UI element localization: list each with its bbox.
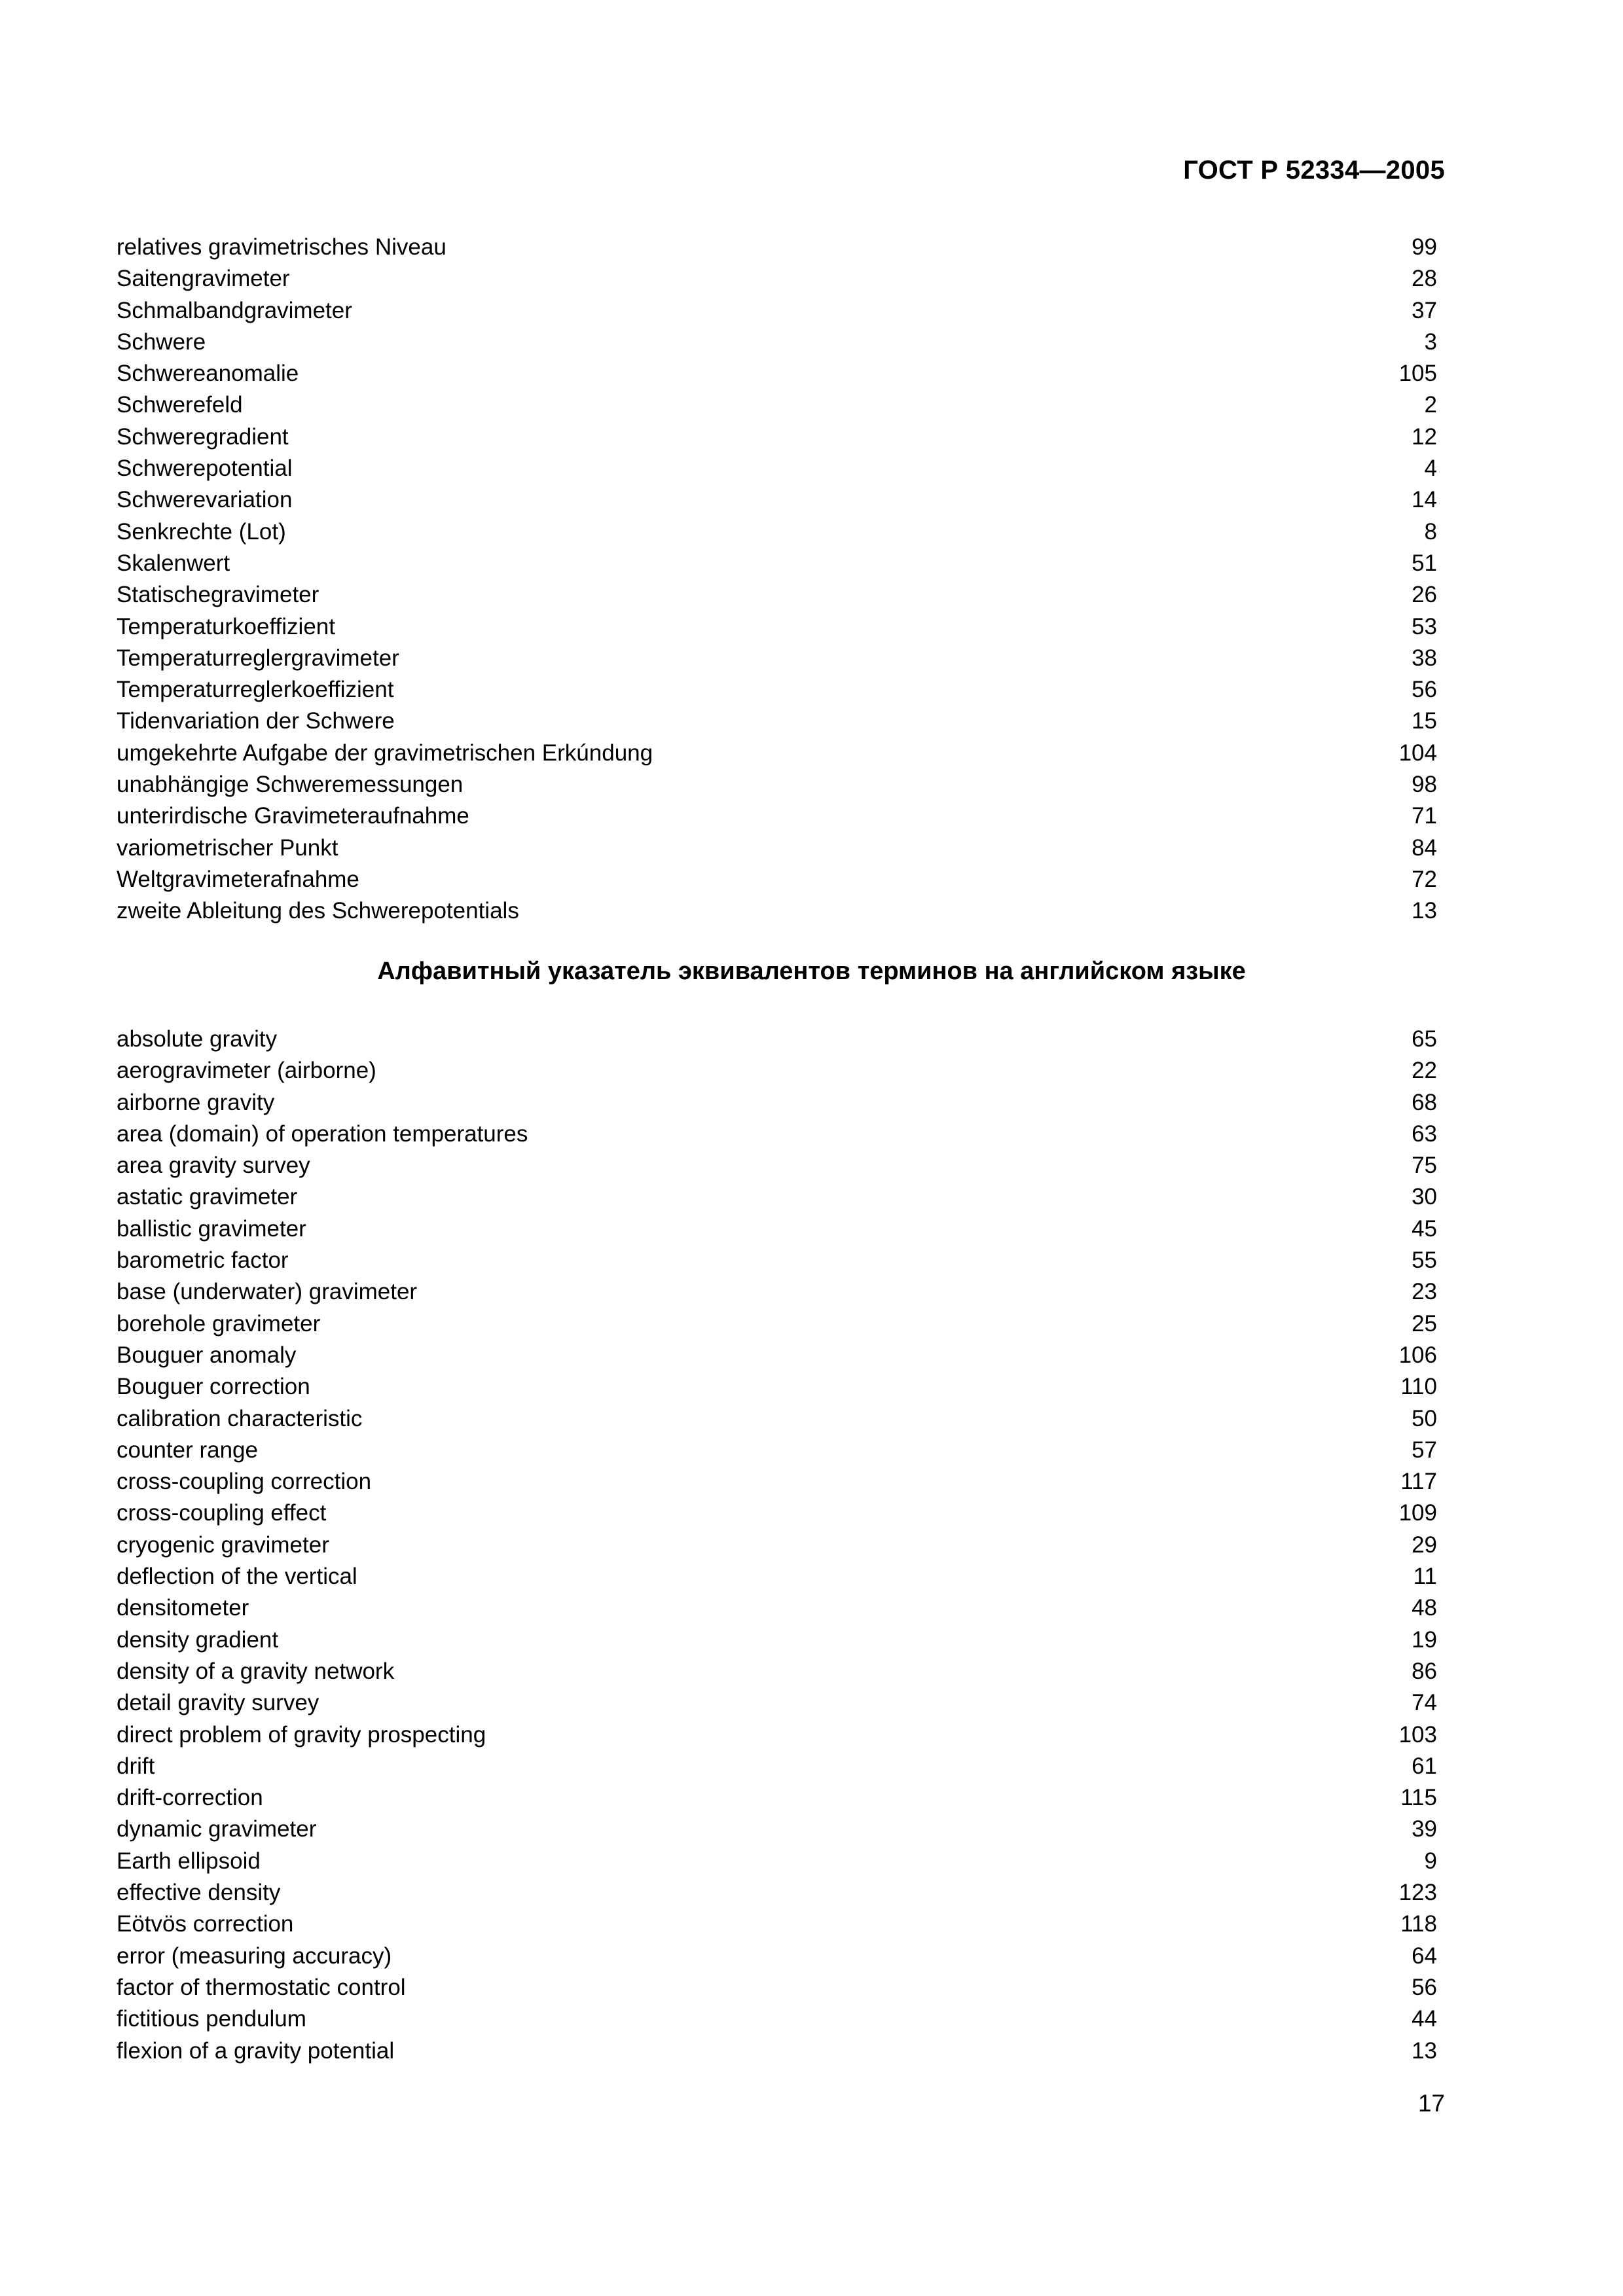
index-entry-term: Schwerepotential xyxy=(117,456,293,482)
index-entry-number: 56 xyxy=(1412,1974,1437,2000)
index-entry-term: Bouguer correction xyxy=(117,1374,310,1400)
index-entry-number: 105 xyxy=(1398,361,1437,387)
index-entry-term: borehole gravimeter xyxy=(117,1310,321,1336)
index-entry-term: cryogenic gravimeter xyxy=(117,1532,329,1558)
index-entry xyxy=(117,516,1437,548)
index-entry xyxy=(117,1530,1437,1561)
index-entry xyxy=(117,1624,1437,1656)
index-entry-term: drift-correction xyxy=(117,1785,263,1811)
index-entry-number: 13 xyxy=(1412,898,1437,924)
index-entry-term: counter range xyxy=(117,1437,258,1463)
index-entry-number: 61 xyxy=(1412,1753,1437,1779)
index-entry-number: 64 xyxy=(1412,1943,1437,1969)
index-entry xyxy=(117,389,1437,421)
index-entry-term: Tidenvariation der Schwere xyxy=(117,708,395,734)
index-entry-number: 11 xyxy=(1413,1564,1437,1590)
index-entry-term: calibration characteristic xyxy=(117,1405,363,1431)
index-entry xyxy=(117,895,1437,927)
index-entry xyxy=(117,1245,1437,1276)
index-entry-number: 99 xyxy=(1412,234,1437,260)
index-entry-number: 56 xyxy=(1412,677,1437,703)
index-entry xyxy=(117,548,1437,579)
index-entry-term: Schwerefeld xyxy=(117,392,243,418)
index-entry xyxy=(117,1561,1437,1592)
index-entry xyxy=(117,1782,1437,1814)
index-entry-number: 30 xyxy=(1412,1184,1437,1210)
index-entry-number: 106 xyxy=(1398,1342,1437,1368)
index-entry-term: Temperaturreglerkoeffizient xyxy=(117,677,394,703)
index-entry xyxy=(117,800,1437,832)
index-entry xyxy=(117,1150,1437,1181)
index-entry xyxy=(117,611,1437,643)
german-term-index xyxy=(117,232,1437,927)
index-entry-number: 50 xyxy=(1412,1405,1437,1431)
index-entry-term: cross-coupling correction xyxy=(117,1469,372,1495)
index-entry xyxy=(117,484,1437,516)
index-entry xyxy=(117,643,1437,674)
index-entry-term: astatic gravimeter xyxy=(117,1184,298,1210)
index-entry-term: Schmalbandgravimeter xyxy=(117,297,352,323)
index-entry-number: 75 xyxy=(1412,1153,1437,1179)
index-entry xyxy=(117,1719,1437,1751)
index-entry-term: aerogravimeter (airborne) xyxy=(117,1058,376,1084)
index-entry-term: flexion of a gravity potential xyxy=(117,2037,395,2064)
index-entry-term: Temperaturkoeffizient xyxy=(117,613,335,639)
standard-code-header: ГОСТ Р 52334—2005 xyxy=(1183,156,1445,185)
index-entry xyxy=(117,358,1437,389)
index-entry-number: 28 xyxy=(1412,266,1437,292)
index-entry-number: 22 xyxy=(1412,1058,1437,1084)
index-entry xyxy=(117,674,1437,706)
index-entry-term: effective density xyxy=(117,1880,281,1906)
index-entry-term: density gradient xyxy=(117,1626,279,1653)
index-entry xyxy=(117,833,1437,864)
english-index-heading: Алфавитный указатель эквивалентов терминов на английском языке xyxy=(377,958,1246,985)
index-entry-term: Eötvös correction xyxy=(117,1911,294,1937)
index-entry-number: 74 xyxy=(1412,1690,1437,1716)
index-entry xyxy=(117,579,1437,611)
index-entry xyxy=(117,422,1437,453)
index-entry-term: area (domain) of operation temperatures xyxy=(117,1121,528,1147)
index-entry-term: densitometer xyxy=(117,1595,249,1621)
index-entry-term: cross-coupling effect xyxy=(117,1500,327,1526)
index-entry-term: deflection of the vertical xyxy=(117,1564,357,1590)
index-entry xyxy=(117,232,1437,263)
index-entry-term: area gravity survey xyxy=(117,1153,310,1179)
index-entry-term: Schwerevariation xyxy=(117,487,293,513)
index-entry xyxy=(117,1340,1437,1371)
index-entry-number: 39 xyxy=(1412,1816,1437,1842)
index-entry-number: 13 xyxy=(1412,2037,1437,2064)
index-entry xyxy=(117,1181,1437,1213)
index-entry-term: Skalenwert xyxy=(117,550,230,576)
index-entry-number: 14 xyxy=(1412,487,1437,513)
index-entry xyxy=(117,1055,1437,1086)
index-entry-term: Bouguer anomaly xyxy=(117,1342,297,1368)
index-entry xyxy=(117,1592,1437,1624)
index-entry-number: 117 xyxy=(1400,1469,1437,1495)
index-entry xyxy=(117,1846,1437,1877)
index-entry xyxy=(117,1466,1437,1498)
index-entry xyxy=(117,1814,1437,1845)
index-entry-number: 53 xyxy=(1412,613,1437,639)
index-entry-number: 45 xyxy=(1412,1215,1437,1242)
index-entry xyxy=(117,1119,1437,1150)
index-entry-number: 29 xyxy=(1412,1532,1437,1558)
index-entry-number: 37 xyxy=(1412,297,1437,323)
index-entry-number: 103 xyxy=(1398,1721,1437,1748)
index-entry xyxy=(117,738,1437,769)
index-entry-term: Schwere xyxy=(117,329,206,355)
index-entry-term: direct problem of gravity prospecting xyxy=(117,1721,486,1748)
index-entry-term: Schwereanomalie xyxy=(117,361,299,387)
index-entry xyxy=(117,327,1437,358)
index-entry-term: variometrischer Punkt xyxy=(117,834,338,861)
index-entry-number: 104 xyxy=(1398,740,1437,766)
index-entry xyxy=(117,1498,1437,1529)
index-entry-term: relatives gravimetrisches Niveau xyxy=(117,234,447,260)
index-entry-number: 15 xyxy=(1412,708,1437,734)
index-entry-number: 9 xyxy=(1424,1848,1437,1874)
index-entry-term: ballistic gravimeter xyxy=(117,1215,306,1242)
index-entry xyxy=(117,1308,1437,1340)
index-entry-term: airborne gravity xyxy=(117,1089,275,1115)
index-entry-term: absolute gravity xyxy=(117,1026,278,1052)
index-entry-number: 109 xyxy=(1398,1500,1437,1526)
index-entry xyxy=(117,2003,1437,2035)
index-entry xyxy=(117,1276,1437,1308)
index-entry-number: 98 xyxy=(1412,772,1437,798)
index-entry-number: 57 xyxy=(1412,1437,1437,1463)
index-entry-number: 55 xyxy=(1412,1247,1437,1274)
index-entry-number: 72 xyxy=(1412,866,1437,892)
index-entry-term: Statischegravimeter xyxy=(117,582,319,608)
index-entry xyxy=(117,453,1437,484)
index-entry-number: 63 xyxy=(1412,1121,1437,1147)
index-entry-term: Senkrechte (Lot) xyxy=(117,518,286,545)
index-entry-term: Earth ellipsoid xyxy=(117,1848,261,1874)
index-entry xyxy=(117,1213,1437,1245)
index-entry xyxy=(117,1909,1437,1940)
index-entry xyxy=(117,1024,1437,1055)
index-entry xyxy=(117,864,1437,895)
index-entry xyxy=(117,263,1437,295)
index-entry-term: zweite Ableitung des Schwerepotentials xyxy=(117,898,519,924)
index-entry-number: 51 xyxy=(1412,550,1437,576)
index-entry-term: density of a gravity network xyxy=(117,1658,395,1684)
index-entry xyxy=(117,1941,1437,1972)
index-entry-number: 84 xyxy=(1412,834,1437,861)
index-entry-number: 3 xyxy=(1424,329,1437,355)
page-number: 17 xyxy=(1417,2090,1445,2117)
index-entry xyxy=(117,1687,1437,1719)
index-entry-number: 12 xyxy=(1412,423,1437,450)
index-entry-number: 2 xyxy=(1424,392,1437,418)
index-entry-term: drift xyxy=(117,1753,155,1779)
index-entry-term: base (underwater) gravimeter xyxy=(117,1279,418,1305)
index-entry-term: Saitengravimeter xyxy=(117,266,290,292)
index-entry-term: Schweregradient xyxy=(117,423,289,450)
index-entry-term: factor of thermostatic control xyxy=(117,1974,406,2000)
index-entry xyxy=(117,1877,1437,1909)
index-entry-term: umgekehrte Aufgabe der gravimetrischen Erkúndung xyxy=(117,740,653,766)
index-entry xyxy=(117,1972,1437,2003)
index-entry xyxy=(117,295,1437,327)
index-entry xyxy=(117,1087,1437,1119)
index-entry-term: fictitious pendulum xyxy=(117,2006,306,2032)
index-entry-number: 26 xyxy=(1412,582,1437,608)
index-entry-term: dynamic gravimeter xyxy=(117,1816,317,1842)
index-entry-term: Weltgravimeterafnahme xyxy=(117,866,359,892)
index-entry-term: barometric factor xyxy=(117,1247,289,1274)
index-entry-term: error (measuring accuracy) xyxy=(117,1943,392,1969)
index-entry-number: 68 xyxy=(1412,1089,1437,1115)
index-entry-term: detail gravity survey xyxy=(117,1690,319,1716)
index-entry-number: 25 xyxy=(1412,1310,1437,1336)
index-entry-number: 23 xyxy=(1412,1279,1437,1305)
index-entry-number: 44 xyxy=(1412,2006,1437,2032)
index-entry xyxy=(117,1656,1437,1687)
index-entry xyxy=(117,2036,1437,2067)
index-entry-number: 8 xyxy=(1424,518,1437,545)
index-entry-number: 71 xyxy=(1412,803,1437,829)
index-entry-number: 115 xyxy=(1400,1785,1437,1811)
index-entry-term: unterirdische Gravimeteraufnahme xyxy=(117,803,469,829)
index-entry-number: 19 xyxy=(1412,1626,1437,1653)
index-entry xyxy=(117,769,1437,800)
index-entry-number: 118 xyxy=(1400,1911,1437,1937)
index-entry-number: 123 xyxy=(1398,1880,1437,1906)
index-entry-term: unabhängige Schweremessungen xyxy=(117,772,464,798)
index-entry-number: 38 xyxy=(1412,645,1437,671)
index-entry xyxy=(117,706,1437,737)
index-entry-number: 86 xyxy=(1412,1658,1437,1684)
english-term-index xyxy=(117,1024,1437,2067)
index-entry-number: 65 xyxy=(1412,1026,1437,1052)
index-entry xyxy=(117,1435,1437,1466)
index-entry-number: 110 xyxy=(1400,1374,1437,1400)
index-entry xyxy=(117,1371,1437,1403)
index-entry-term: Temperaturreglergravimeter xyxy=(117,645,399,671)
index-entry-number: 48 xyxy=(1412,1595,1437,1621)
index-entry xyxy=(117,1403,1437,1435)
index-entry-number: 4 xyxy=(1424,456,1437,482)
index-entry xyxy=(117,1751,1437,1782)
